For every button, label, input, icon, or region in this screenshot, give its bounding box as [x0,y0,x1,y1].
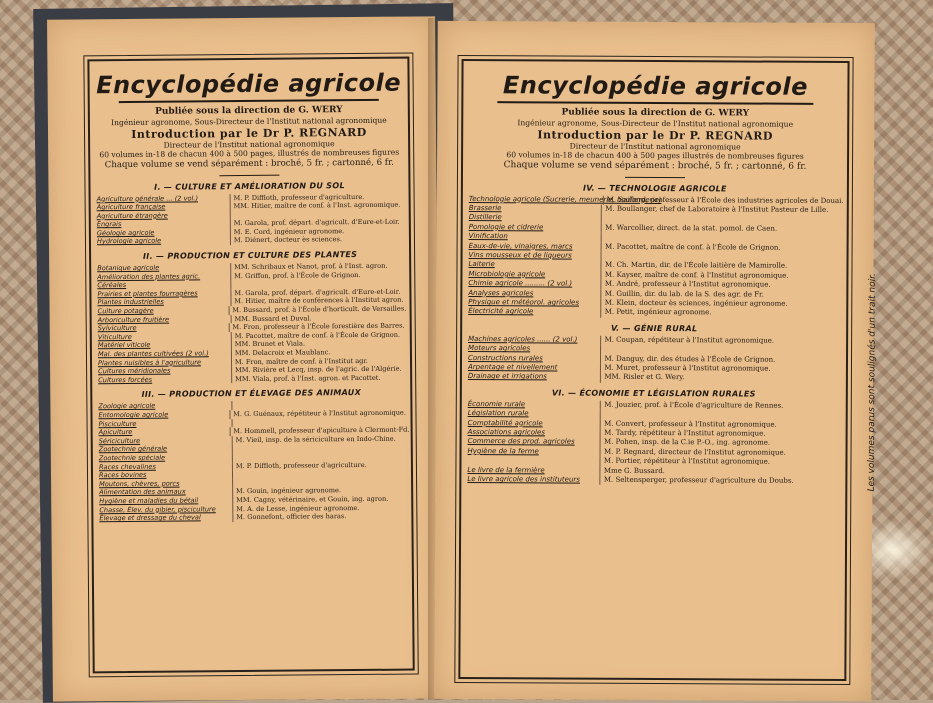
volume-title: Machines agricoles ...... (2 vol.) [468,334,578,344]
volume-author: M. G. Guénaux, répétiteur à l'Institut agronomique. [229,409,404,419]
volume-title: Pomologie et cidrerie [468,222,544,232]
title-rule [119,99,379,103]
volume-title: Botanique agricole [97,263,160,273]
section-heading: IV. — TECHNOLOGIE AGRICOLE [582,183,727,193]
volume-author: Mme G. Bussard. [600,466,840,477]
section-heading: I. — CULTURE ET AMÉLIORATION DU SOL [154,180,345,192]
volume-title: Sylviculture [97,324,137,333]
volume-title: Vinification [468,232,508,241]
volume-author: M. A. de Lesse, ingénieur agronome. [232,503,405,513]
volume-title: Chasse, Élev. du gibier, pisciculture [99,504,216,514]
volume-author: MM. Delacroix et Maublanc. [231,348,404,358]
volume-title: Culture potagère [97,306,154,316]
volume-author: M. Petit, ingénieur agronome. [601,308,841,319]
volume-title: Pisciculture [98,419,137,428]
volume-title: Microbiologie agricole [468,269,546,279]
volume-title: Géologie agricole [96,228,155,238]
catalog-entry [99,512,405,523]
volume-title: Drainage et irrigations [467,372,547,381]
volume-title: Moteurs agricoles [468,344,531,353]
volume-title: Chimie agricole ......... (2 vol.) [468,279,573,288]
volume-title: Arboriculture fruitière [97,315,170,324]
divider [625,176,685,177]
divider [219,174,279,176]
volume-author: M. Fron, professeur à l'École forestière des Barres. [228,322,403,332]
volume-author: M. Diénert, docteur ès sciences. [230,235,403,245]
volume-title: Cultures méridionales [98,366,171,376]
volume-title: Physique et météorol. agricoles [468,297,580,307]
volume-author: M. Hitier, maître de conférences à l'Institut agron. [230,296,403,306]
volume-title: Engrais [96,220,122,229]
volume-author: M. Hommell, professeur d'apiculture à Clermont-Fd. [229,426,404,436]
volume-title: Économie rurale [467,399,526,409]
section-heading: VI. — ÉCONOMIE ET LÉGISLATION RURALES [551,388,756,399]
left-price: Chaque volume se vend séparément : broché, 5 fr. ; cartonné, 6 fr. [104,157,394,170]
volume-title: Commerce des prod. agricoles [467,437,575,447]
volume-author: M. Garola, prof. départ. d'agricult. d'Eure-et-Loir. [230,287,403,297]
volume-author: MM. Viala, prof. à l'Inst. agron. et Pacottet. [231,373,404,383]
volume-title: Hygiène de la ferme [467,446,539,456]
volume-title: Le livre agricole des instituteurs [467,475,580,484]
volume-author: M. E. Cord, ingénieur agronome. [230,226,403,236]
right-title: Encyclopédie agricole [502,71,808,101]
volume-title: Distillerie [468,213,502,222]
volume-author: M. Convert, professeur à l'Institut agronomique. [600,419,840,430]
title-rule [497,101,813,105]
volume-title: Zootechnie spéciale [98,453,166,463]
right-intro-sub: Directeur de l'Institut national agronomique [569,141,741,151]
volume-title: Amélioration des plantes agric. [97,272,201,281]
volume-title: Races chevalines [98,462,156,471]
volume-title: Élevage et dressage du cheval [99,513,201,523]
volume-title: Agriculture générale ... (2 vol.) [96,193,199,203]
volume-author: M. Boullanger, chef de Laboratoire à l'Institut Pasteur de Lille. [601,205,841,216]
volume-title: Le livre de la fermière [467,465,545,475]
right-intro: Introduction par le Dr P. REGNARD [537,127,774,143]
volume-author: M. Portier, répétiteur à l'Institut agronomique. [600,457,840,468]
volume-author: MM. Rivière et Lecq, insp. de l'agric. de l'Algérie. [231,365,404,375]
volume-author: M. Klein, docteur ès sciences, ingénieur agronome. [601,299,841,310]
volume-title: Constructions rurales [467,353,543,363]
right-direction: Publiée sous la direction de G. WERY [561,107,750,119]
volume-author: M. Gonnefont, officier des haras. [232,512,405,522]
volume-author: MM. Hitier, maître de conf. à l'Inst. agronomique. [230,201,403,211]
volume-author: M. Danguy, dir. des études à l'École de Grignon. [600,354,840,365]
volume-title: Céréales [97,281,127,290]
right-volumes: 60 volumes in-18 de chacun 400 à 500 pages illustrés de nombreuses figures [506,150,804,161]
volume-author: M. Vieil, insp. de la sériciculture en Indo-Chine. [232,434,405,444]
volume-title: Brasserie [468,203,502,213]
volume-title: Races bovines [98,470,147,480]
catalog-entry [468,372,840,383]
volume-title: Arpentage et nivellement [467,363,558,372]
left-page-content [95,65,410,523]
volume-title: Mal. des plantes cultivées (2 vol.) [97,349,209,359]
left-sections [96,180,410,523]
volume-title: Technologie agricole (Sucrerie, meunerie, boulangerie) [468,194,662,204]
catalog-entry [468,307,840,318]
volume-title: Moutons, chèvres, porcs [99,479,180,488]
right-page-content [467,67,844,486]
volume-author: M. Fron, maître de conf. à l'Institut agr. [231,356,404,366]
right-price: Chaque volume se vend séparément : broché, 5 fr. ; cartonné, 6 fr. [503,159,807,172]
volume-title: Viticulture [97,332,132,342]
catalog-entry [97,235,403,246]
catalog-entry [98,373,404,384]
volume-author: M. Garola, prof. départ. d'agricult. d'Eure-et-Loir. [230,218,403,228]
volume-title: Matériel viticole [97,341,151,350]
volume-author: M. Jouzier, prof. à l'École d'agriculture de Rennes. [600,401,840,412]
volume-author: M. Seltensperger, professeur d'agriculture du Doubs. [600,476,840,487]
volume-author: M. Muret, professeur à l'Institut agronomique. [600,364,840,375]
volume-title: Hygiène et maladies du bétail [99,496,199,506]
right-page [434,21,878,701]
volume-title: Analyses agricoles [468,288,534,297]
volume-title: Sériciculture [98,436,141,446]
volume-title: Cultures forcées [98,375,153,385]
volume-title: Laiterie [468,260,495,269]
volume-author: M. Coupan, répétiteur à l'Institut agronomique. [601,335,841,346]
volume-title: Entomologie agricole [98,410,169,420]
volume-title: Agriculture étrangère [96,211,168,220]
side-note: Les volumes parus sont soulignés d'un trait noir. [866,273,878,492]
volume-author: M. Pohen, insp. de la C.ie P.-O., ing. agronome. [600,438,840,449]
right-page-border [458,59,849,681]
volume-title: Associations agricoles [467,428,545,437]
left-intro: Introduction par le Dr P. REGNARD [131,125,367,141]
volume-author: M. Bussard, prof. à l'École d'horticult. de Versailles. [228,305,403,315]
volume-title: Vins mousseux et de liqueurs [468,250,572,260]
left-direction-sub: Ingénieur agronome, Sous-Directeur de l'Institut national agronomique [111,115,387,128]
volume-author: M. Kayser, maître de conf. à l'Institut agronomique. [601,270,841,281]
volume-title: Législation rurale [467,409,529,418]
volume-author: MM. Bussard et Duval. [230,313,403,323]
volume-title: Zoologie agricole [98,402,156,411]
volume-title: Comptabilité agricole [467,418,543,428]
volume-author: M. P. Diffloth, professeur d'agriculture. [229,192,402,202]
section-heading: III. — PRODUCTION ET ÉLEVAGE DES ANIMAUX [141,388,362,400]
volume-title: Zootechnie générale [98,445,168,454]
volume-author: MM. Cagny, vétérinaire, et Gouin, ing. agron. [232,495,405,505]
volume-author: M. André, professeur à l'Institut agronomique. [601,280,841,291]
volume-author: M. P. Diffloth, professeur d'agriculture. [232,460,405,470]
right-sections [467,183,844,487]
volume-author: MM. Schribaux et Nanot, prof. à l'Inst. agron. [230,262,403,272]
right-direction-sub: Ingénieur agronome, Sous-Directeur de l'Institut national agronomique [517,118,794,129]
volume-title: Plantes industrielles [97,298,164,307]
volume-author: M. Saillard, professeur à l'École des industries agricoles de Douai. [603,195,844,206]
volume-author: M. Warcollier, direct. de la stat. pomol. de Caen. [601,223,841,234]
left-page [47,16,441,701]
volume-author: M. Gouin, ingénieur agronome. [232,486,405,496]
volume-author: MM. Risler et G. Wery. [600,373,840,384]
volume-author: M. Pacottet, maître de conf. à l'École de Grignon. [231,330,404,340]
volume-title: Hydrologie agricole [96,237,162,246]
volume-author: MM. Brunet et Viala. [231,339,404,349]
volume-title: Prairies et plantes fourragères [97,289,198,299]
volume-author: M. Ch. Martin, dir. de l'École laitière de Mamirolle. [601,261,841,272]
catalog-entry [467,475,839,486]
volume-title: Électricité agricole [468,307,534,316]
volume-title: Plantes nuisibles à l'agriculture [97,357,202,367]
left-direction: Publiée sous la direction de G. WERY [155,105,343,117]
left-volumes: 60 volumes in-18 de chacun 400 à 500 pages, illustrés de nombreuses figures [99,147,400,160]
volume-author: M. Griffon, prof. à l'École de Grignon. [230,270,403,280]
volume-author: M. Tardy, répétiteur à l'Institut agronomique. [600,429,840,440]
volume-author: M. Pacottet, maître de conf. à l'École de Grignon. [601,242,841,253]
volume-author: M. P. Regnard, directeur de l'Institut agronomique. [600,448,840,459]
volume-title: Apiculture [98,428,133,437]
volume-title: Alimentation des animaux [99,487,186,497]
volume-title: Agriculture française [96,202,166,212]
volume-title: Eaux-de-vie, vinaigres, marcs [468,241,573,251]
section-heading: II. — PRODUCTION ET CULTURE DES PLANTES [142,250,358,261]
left-page-border [87,57,414,674]
left-intro-sub: Directeur de l'Institut national agronomique [163,138,335,150]
section-heading: V. — GÉNIE RURAL [610,323,698,334]
volume-author: M. Guillin, dir. du lab. de la S. des agr. de Fr. [601,289,841,300]
left-title: Encyclopédie agricole [95,68,402,100]
